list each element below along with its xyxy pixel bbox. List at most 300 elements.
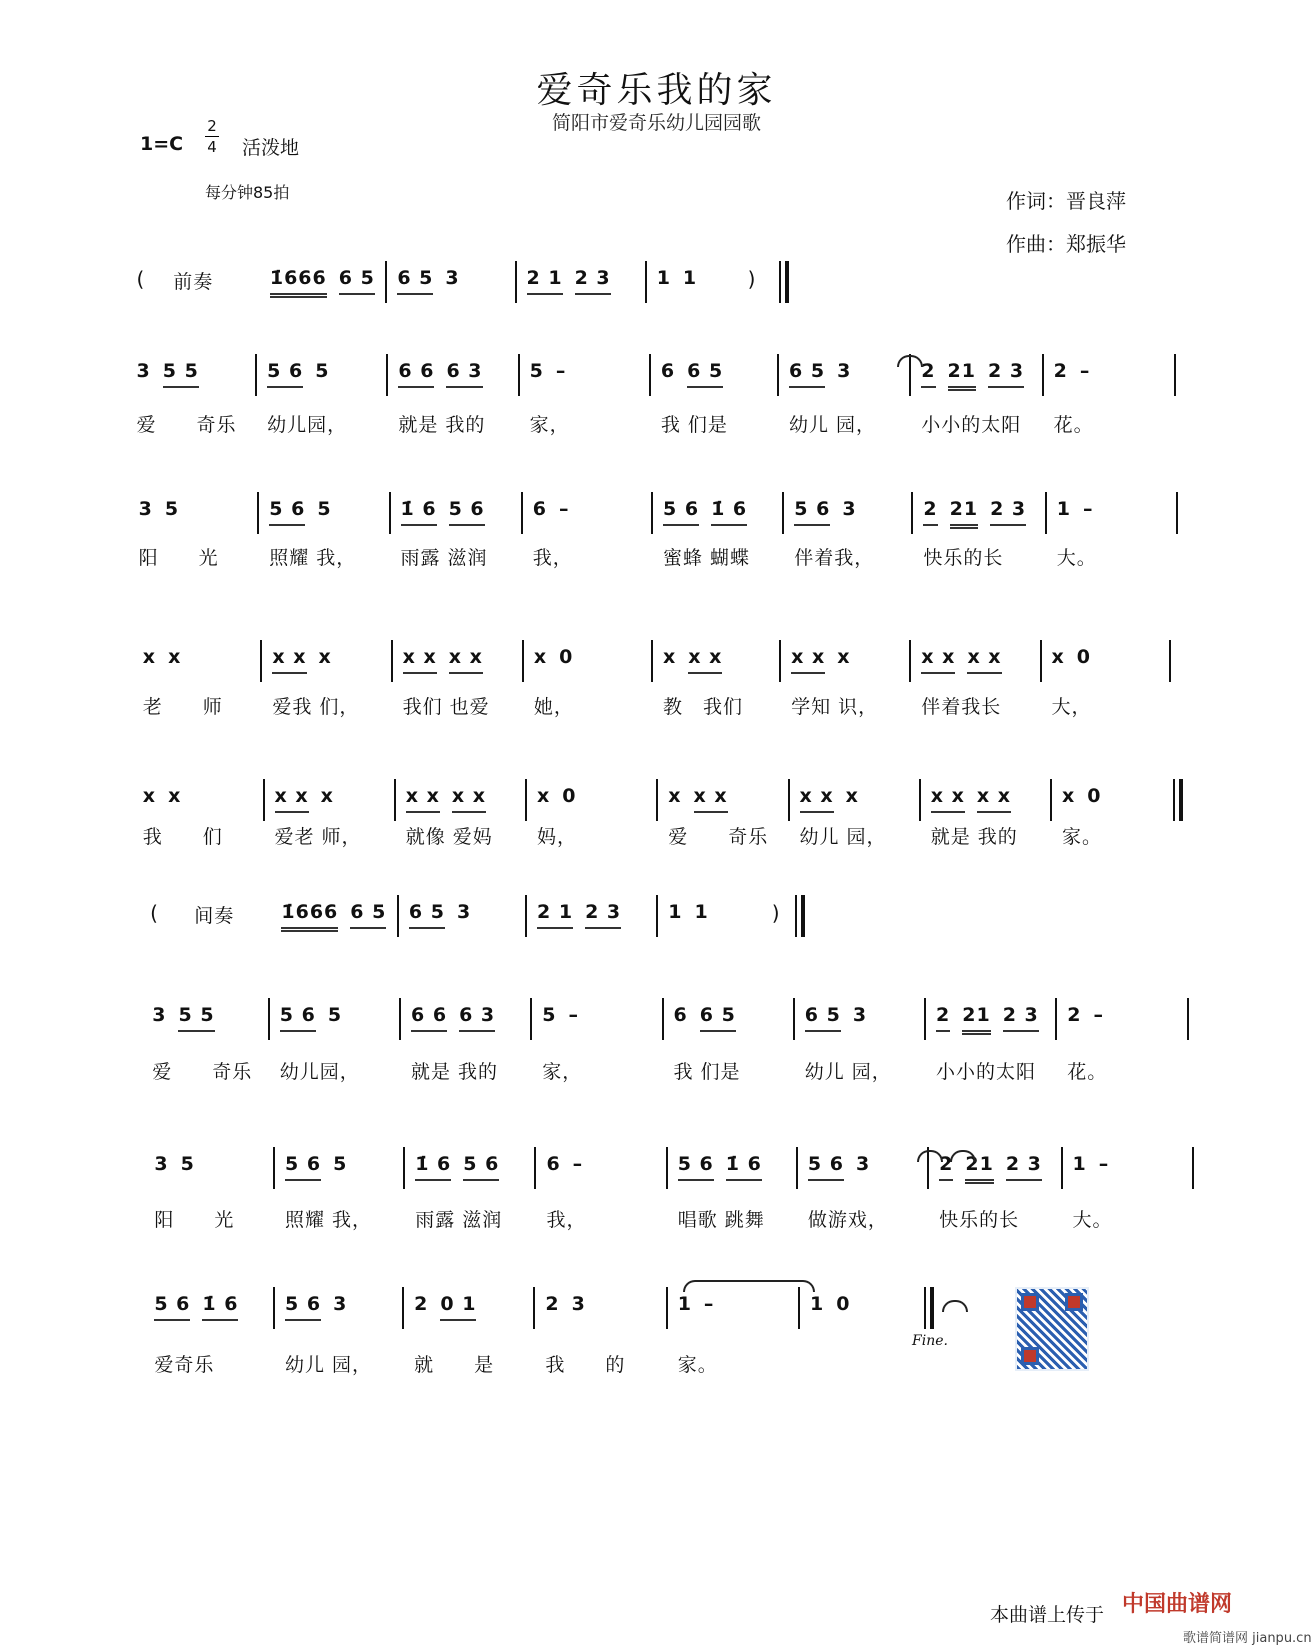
barline	[1045, 492, 1047, 534]
note-group: x x	[406, 785, 440, 813]
measure	[674, 1004, 736, 1032]
measure	[921, 646, 1001, 674]
tie-slur	[897, 355, 923, 367]
barline	[257, 492, 259, 534]
note-group: 2 1	[537, 901, 573, 929]
note-group: x	[533, 646, 548, 668]
lyric-segment: 蜜蜂 蝴蝶	[663, 547, 751, 569]
note-group: 5 6	[269, 498, 305, 526]
note-group: x	[142, 785, 157, 807]
measure	[1067, 1004, 1104, 1030]
measure	[397, 267, 459, 295]
lyric-segment: 我，	[546, 1209, 587, 1231]
note-group: x x	[452, 785, 486, 813]
lyric-segment: 幼儿园，	[279, 1061, 360, 1083]
note-group: x	[320, 785, 334, 807]
song-title: 爱奇乐我的家	[536, 70, 777, 111]
barline	[273, 1147, 275, 1189]
final-barline	[1173, 779, 1184, 821]
note-group: 5 6	[663, 498, 699, 526]
lyric-segment: 幼儿 园，	[285, 1354, 373, 1376]
barline	[1192, 1147, 1194, 1189]
lyric-segment: 学知 识，	[791, 696, 879, 718]
barline	[521, 492, 523, 534]
lyric-segment: 就像 爱妈	[405, 826, 493, 848]
note-group: x	[142, 646, 157, 668]
note-group: 1̇ 6	[401, 498, 437, 526]
note-group: 1̇666	[281, 901, 338, 932]
lyric-segment: 大。	[1056, 547, 1097, 569]
measure	[154, 1153, 194, 1179]
note-group: x	[168, 646, 182, 668]
barline	[1055, 998, 1057, 1040]
note-group: –	[1079, 360, 1091, 382]
barline	[1042, 354, 1044, 396]
note-group: 2 3	[1006, 1153, 1042, 1181]
close-paren: )	[771, 901, 780, 925]
note-group: 5 6	[794, 498, 830, 526]
note-group: 5	[327, 1004, 343, 1026]
note-group: 6 3	[446, 360, 482, 388]
note-group: 6 3	[459, 1004, 495, 1032]
measure	[143, 785, 182, 811]
note-group: 6 5	[687, 360, 723, 388]
measure	[272, 646, 331, 674]
barline	[391, 640, 393, 682]
barline	[386, 354, 388, 396]
note-group: 3	[136, 360, 151, 382]
note-group: x x	[688, 646, 722, 674]
note-group: 0	[1087, 785, 1102, 807]
lyric-segment: 家。	[1062, 826, 1103, 848]
barline	[1061, 1147, 1063, 1189]
note-group: 6 5	[339, 267, 375, 295]
brand-logo: 中国曲谱网	[1122, 1592, 1233, 1617]
measure	[546, 1153, 583, 1179]
note-group: 2 3	[1003, 1004, 1039, 1032]
lyric-segment: 阳 光	[138, 547, 219, 569]
measure	[657, 267, 697, 293]
note-group: x x	[967, 646, 1001, 674]
time-signature-bottom: 4	[207, 138, 217, 156]
note-group: 3	[138, 498, 153, 520]
note-group: 21	[948, 360, 976, 391]
note-group: –	[559, 498, 570, 520]
lyric-segment: 教 我们	[663, 696, 744, 718]
lyric-segment: 她，	[533, 696, 574, 718]
note-group: 0	[559, 646, 574, 668]
measure	[270, 267, 375, 298]
note-group: 5 6	[154, 1293, 190, 1321]
note-group: 3	[333, 1293, 348, 1315]
measure	[678, 1153, 762, 1181]
measure	[1052, 646, 1092, 672]
barline	[522, 640, 524, 682]
note-group: 5 5	[163, 360, 199, 388]
barline	[260, 640, 262, 682]
qr-eye	[1065, 1293, 1083, 1311]
lyric-segment: 家，	[529, 414, 570, 436]
note-group: –	[555, 360, 567, 382]
lyric-segment: 照耀 我，	[285, 1209, 373, 1231]
note-group: 5 6	[280, 1004, 316, 1032]
lyric-segment: 雨露 滋润	[415, 1209, 503, 1231]
note-group: x x	[275, 785, 309, 813]
open-paren: (	[136, 267, 145, 291]
barline	[798, 1287, 800, 1329]
note-group: x	[837, 646, 851, 668]
measure	[805, 1004, 867, 1032]
barline	[389, 492, 391, 534]
measure	[406, 785, 486, 813]
note-group: 2 3	[585, 901, 621, 929]
measure	[411, 1004, 495, 1032]
lyric-segment: 妈，	[537, 826, 578, 848]
barline	[911, 492, 913, 534]
barline	[533, 1287, 535, 1329]
lyric-segment: 爱我 们，	[272, 696, 360, 718]
lyric-segment: 幼儿园，	[267, 414, 348, 436]
note-group: 2 3	[990, 498, 1026, 526]
lyric-segment: 伴着我长	[921, 696, 1002, 718]
time-signature	[205, 118, 219, 156]
note-group: 5	[315, 360, 330, 382]
measure	[1057, 498, 1094, 524]
lyric-segment: 照耀 我，	[269, 547, 357, 569]
barline	[394, 779, 396, 821]
barline	[534, 1147, 536, 1189]
note-group: x	[537, 785, 551, 807]
final-barline	[779, 261, 790, 303]
barline	[1050, 779, 1052, 821]
qr-eye	[1021, 1293, 1039, 1311]
note-group: 2	[921, 360, 935, 388]
measure	[398, 360, 482, 388]
note-group: 0	[836, 1293, 851, 1315]
note-group: 1	[694, 901, 709, 923]
note-group: 2	[1067, 1004, 1082, 1026]
note-group: 1̇ 6	[711, 498, 747, 526]
note-group: 1	[682, 267, 698, 289]
note-group: 6	[532, 498, 548, 520]
lyric-segment: 我 们是	[673, 1061, 741, 1083]
note-group: 21	[965, 1153, 993, 1184]
lyric-segment: 幼儿 园，	[799, 826, 887, 848]
lyric-segment: 我们 也爱	[402, 696, 490, 718]
note-group: 2	[414, 1293, 429, 1315]
lyric-segment: 就是 我的	[398, 414, 486, 436]
barline	[530, 998, 532, 1040]
note-group: 5	[317, 498, 332, 520]
note-group: 6 6	[398, 360, 434, 388]
barline	[645, 261, 647, 303]
note-group: x x	[272, 646, 306, 674]
barline	[385, 261, 387, 303]
barline	[1174, 354, 1176, 396]
note-group: 3	[152, 1004, 167, 1026]
measure	[143, 646, 182, 672]
note-group: 6 5	[397, 267, 433, 295]
barline	[515, 261, 517, 303]
note-group: x x	[800, 785, 834, 813]
note-group: 5 6	[267, 360, 303, 388]
barline	[263, 779, 265, 821]
measure	[810, 1293, 850, 1319]
barline	[656, 895, 658, 937]
measure	[415, 1153, 499, 1181]
tie-slur	[942, 1300, 968, 1312]
note-group: 6 5	[700, 1004, 736, 1032]
note-group: 5	[164, 498, 180, 520]
note-group: 5 6	[808, 1153, 844, 1181]
note-group: –	[1098, 1153, 1110, 1175]
measure	[403, 646, 483, 674]
barline	[651, 640, 653, 682]
lyric-segment: 伴着我，	[794, 547, 875, 569]
note-group: 2	[1053, 360, 1068, 382]
measure	[285, 1293, 347, 1321]
fine-marking: Fine.	[912, 1333, 948, 1349]
note-group: 3	[837, 360, 852, 382]
measure	[545, 1293, 585, 1319]
barline	[268, 998, 270, 1040]
qr-eye	[1021, 1347, 1039, 1365]
note-group: 6 6	[411, 1004, 447, 1032]
note-group: 6	[660, 360, 676, 382]
note-group: 1̇ 6	[726, 1153, 762, 1181]
watermark: 歌谱简谱网 jianpu.cn	[1183, 1631, 1312, 1646]
measure	[537, 785, 577, 811]
note-group: x	[845, 785, 859, 807]
note-group: 1̇666	[270, 267, 327, 298]
measure	[154, 1293, 238, 1321]
note-group: 5	[542, 1004, 557, 1026]
barline	[793, 998, 795, 1040]
measure	[789, 360, 851, 388]
note-group: 2 3	[988, 360, 1024, 388]
measure	[530, 360, 567, 386]
note-group: x	[1051, 646, 1065, 668]
tie-slur	[950, 1150, 976, 1162]
note-group: 5 6	[449, 498, 485, 526]
measure	[409, 901, 471, 929]
note-group: 5 6	[285, 1293, 321, 1321]
lyric-segment: 就是 我的	[411, 1061, 499, 1083]
note-group: x x	[403, 646, 437, 674]
lyric-segment: 花。	[1053, 414, 1094, 436]
lyric-segment: 阳 光	[154, 1209, 235, 1231]
note-group: 5	[333, 1153, 348, 1175]
lyric-segment: 我 的	[545, 1354, 626, 1376]
lyricist: 作词：晋良萍	[1006, 189, 1126, 213]
note-group: 1̇ 6	[202, 1293, 238, 1321]
note-group: x x	[694, 785, 728, 813]
note-group: 6 5	[805, 1004, 841, 1032]
note-group: 1	[677, 1293, 692, 1315]
barline	[656, 779, 658, 821]
barline	[525, 779, 527, 821]
barline	[1169, 640, 1171, 682]
note-group: 1	[1056, 498, 1071, 520]
note-group: x	[663, 646, 677, 668]
note-group: x	[668, 785, 682, 807]
note-group: 1	[656, 267, 671, 289]
note-group: 0 1	[440, 1293, 476, 1321]
lyric-segment: 幼儿 园，	[804, 1061, 892, 1083]
lyric-segment: 小小的太阳	[921, 414, 1022, 436]
note-group: –	[1093, 1004, 1104, 1026]
note-group: 5	[180, 1153, 195, 1175]
note-group: 3	[571, 1293, 586, 1315]
note-group: 3	[855, 1153, 871, 1175]
barline	[919, 779, 921, 821]
note-group: 21	[962, 1004, 990, 1035]
measure	[663, 498, 747, 526]
barline	[777, 354, 779, 396]
measure	[1073, 1153, 1110, 1179]
barline	[273, 1287, 275, 1329]
barline	[1187, 998, 1189, 1040]
lyric-segment: 就是 我的	[930, 826, 1018, 848]
barline	[649, 354, 651, 396]
note-group: 6 5	[350, 901, 386, 929]
note-group: 1	[810, 1293, 825, 1315]
note-group: 1̇ 6	[415, 1153, 451, 1181]
time-signature-top: 2	[207, 117, 217, 135]
measure	[808, 1153, 870, 1181]
note-group: –	[1082, 498, 1094, 520]
barline	[402, 1287, 404, 1329]
final-barline	[795, 895, 806, 937]
lyric-segment: 小小的太阳	[936, 1061, 1037, 1083]
note-group: 6	[673, 1004, 688, 1026]
lyric-segment: 老 师	[142, 696, 223, 718]
lyric-segment: 爱老 师，	[274, 826, 362, 848]
barline	[525, 895, 527, 937]
lyric-segment: 唱歌 跳舞	[677, 1209, 765, 1231]
lyric-segment: 爱 奇乐	[668, 826, 769, 848]
barline	[518, 354, 520, 396]
note-group: 2	[545, 1293, 560, 1315]
note-group: x x	[977, 785, 1011, 813]
note-group: 2 1	[527, 267, 563, 295]
measure	[668, 785, 727, 813]
measure	[678, 1293, 715, 1319]
tie-slur	[917, 1150, 943, 1162]
note-group: 6 5	[409, 901, 445, 929]
measure	[533, 498, 570, 524]
measure	[542, 1004, 579, 1030]
note-group: 0	[562, 785, 577, 807]
note-group: 5 5	[178, 1004, 214, 1032]
tie-slur	[683, 1280, 815, 1292]
measure	[534, 646, 574, 672]
note-group: 2 3	[575, 267, 611, 295]
measure	[281, 901, 386, 932]
measure	[537, 901, 621, 929]
lyric-segment: 我 们是	[660, 414, 728, 436]
measure	[267, 360, 329, 388]
barline	[651, 492, 653, 534]
barline	[255, 354, 257, 396]
note-group: 0	[1076, 646, 1091, 668]
measure	[527, 267, 611, 295]
upload-notice: 本曲谱上传于	[990, 1604, 1105, 1626]
lyric-segment: 爱奇乐	[154, 1354, 215, 1376]
note-group: 3	[154, 1153, 169, 1175]
lyric-segment: 就 是	[414, 1354, 495, 1376]
barline	[397, 895, 399, 937]
lyric-segment: 大。	[1072, 1209, 1113, 1231]
section-label: 前奏	[173, 271, 214, 293]
note-group: –	[703, 1293, 715, 1315]
measure	[401, 498, 485, 526]
barline	[662, 998, 664, 1040]
barline	[788, 779, 790, 821]
tempo-marking: 活泼地	[242, 137, 300, 159]
note-group: 3	[852, 1004, 868, 1026]
bpm-marking: 每分钟85拍	[205, 183, 290, 202]
lyric-segment: 做游戏，	[807, 1209, 888, 1231]
barline	[666, 1287, 668, 1329]
lyric-segment: 我，	[532, 547, 573, 569]
barline	[796, 1147, 798, 1189]
measure	[152, 1004, 214, 1032]
note-group: x x	[791, 646, 825, 674]
barline	[782, 492, 784, 534]
note-group: 3	[445, 267, 460, 289]
lyric-segment: 爱 奇乐	[152, 1061, 253, 1083]
close-paren: )	[747, 267, 756, 291]
barline	[909, 640, 911, 682]
measure	[1054, 360, 1091, 386]
measure	[139, 498, 179, 524]
barline	[403, 1147, 405, 1189]
lyric-segment: 家。	[677, 1354, 718, 1376]
note-group: 2	[936, 1004, 950, 1032]
composer: 作曲：郑振华	[1006, 232, 1126, 256]
note-group: 5 6	[463, 1153, 499, 1181]
barline	[1176, 492, 1178, 534]
measure	[663, 646, 722, 674]
note-group: x x	[449, 646, 483, 674]
measure	[269, 498, 331, 526]
song-subtitle: 简阳市爱奇乐幼儿园园歌	[551, 112, 761, 134]
note-group: x x	[931, 785, 965, 813]
lyric-segment: 幼儿 园，	[789, 414, 877, 436]
note-group: 1	[668, 901, 683, 923]
barline	[924, 998, 926, 1040]
note-group: 21	[950, 498, 978, 529]
measure	[137, 360, 199, 388]
note-group: 5 6	[678, 1153, 714, 1181]
lyric-segment: 我 们	[142, 826, 223, 848]
note-group: x	[318, 646, 332, 668]
measure	[923, 498, 1026, 529]
note-group: 1	[1072, 1153, 1087, 1175]
note-group: 3	[456, 901, 472, 923]
barline	[666, 1147, 668, 1189]
note-group: 5 6	[285, 1153, 321, 1181]
barline	[1040, 640, 1042, 682]
note-group: x	[1062, 785, 1076, 807]
qr-code-icon	[1015, 1287, 1089, 1371]
measure	[931, 785, 1011, 813]
barline	[779, 640, 781, 682]
measure	[791, 646, 850, 674]
note-group: 6 5	[789, 360, 825, 388]
lyric-segment: 快乐的长	[923, 547, 1004, 569]
